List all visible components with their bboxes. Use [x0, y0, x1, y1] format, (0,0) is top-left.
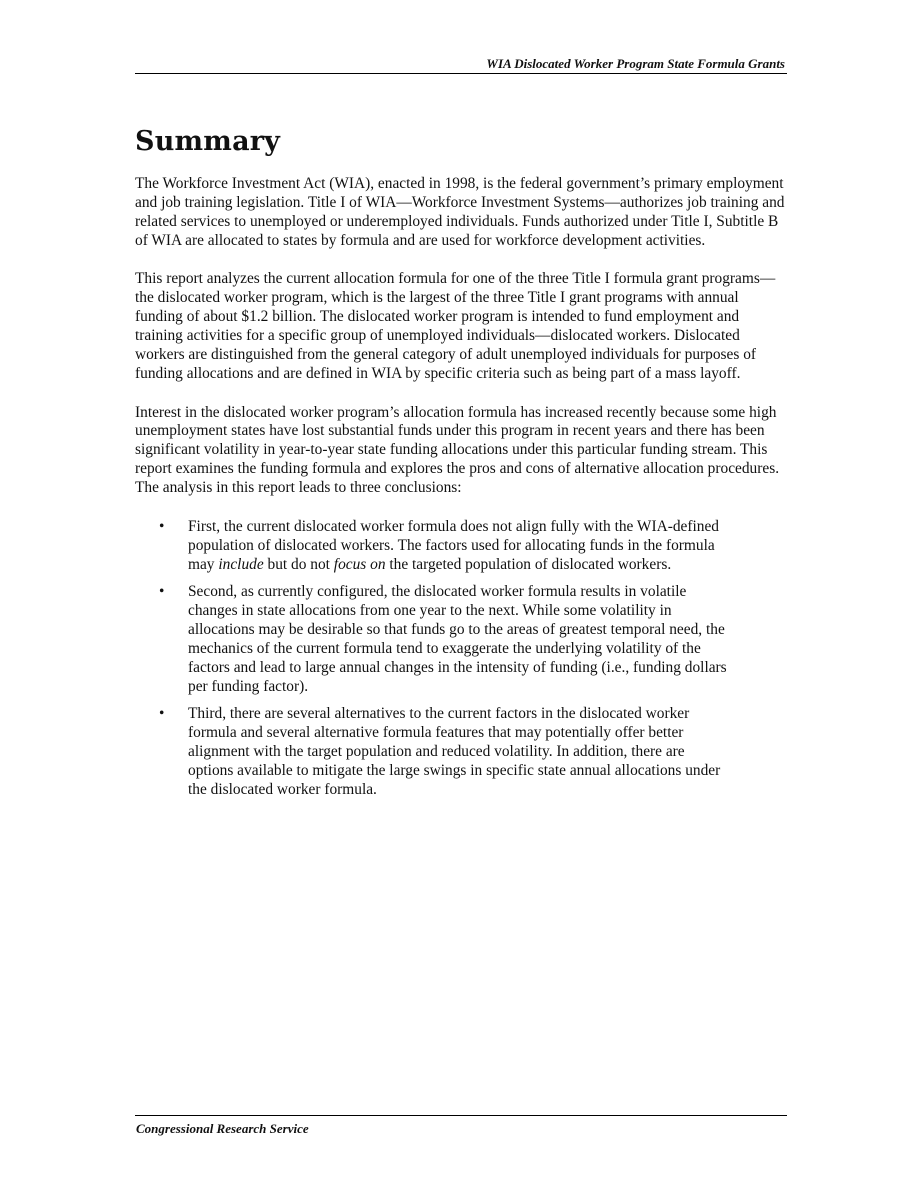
conclusions-list — [135, 518, 790, 800]
conclusion-text: First, the current dislocated worker formula does not align fully with the WIA-defined population of dislocated workers. The factors used for allocating funds in the formula may — [188, 517, 719, 573]
conclusion-text: Second, as currently configured, the dislocated worker formula results in volatile changes in state allocations from one year to the next. While some volatility in allocations may be desirable so that funds go to the areas of greatest temporal need, the mechanics of the current formula tend to exaggerate the underlying volatility of the factors and lead to large annual changes in the intensity of funding (i.e., funding dollars per funding factor). — [188, 583, 727, 695]
page-footer — [135, 1115, 787, 1136]
paragraph-report-scope: This report analyzes the current allocation formula for one of the three Title I formula grant programs—the dislocated worker program, which is the largest of the three Title I grant programs with annual funding of about $1.2 billion. The dislocated worker program is intended to fund employment and training activities for a specific group of unemployed individuals—dislocated workers. Dislocated workers are distinguished from the general category of adult unemployed individuals for purposes of funding allocations and are defined in WIA by specific criteria such as being part of a mass layoff. — [135, 270, 776, 383]
conclusion-first — [135, 518, 733, 575]
paragraph-intro: The Workforce Investment Act (WIA), enacted in 1998, is the federal government’s primary employment and job training legislation. Title I of WIA—Workforce Investment Systems—authorizes job training and related services to unemployed or underemployed individuals. Funds authorized under Title I, Subtitle B of WIA are allocated to states by formula and are used for workforce development activities. — [135, 175, 785, 249]
bullet-icon: • — [159, 517, 165, 535]
emphasis-include: include — [218, 555, 264, 573]
conclusion-text: the targeted population of dislocated workers. — [385, 555, 672, 573]
conclusion-text: Third, there are several alternatives to the current factors in the dislocated worker formula and several alternative formula features that may potentially offer better alignment with the target population and reduced volatility. In addition, there are options available to mitigate the large swings in specific state annual allocations under the dislocated worker formula. — [188, 705, 721, 799]
bullet-icon: • — [159, 583, 165, 601]
conclusion-second — [135, 583, 733, 697]
running-title: WIA Dislocated Worker Program State Formula Grants — [486, 56, 785, 71]
bullet-icon: • — [159, 705, 165, 723]
conclusion-text: but do not — [263, 555, 334, 573]
summary-body — [135, 175, 790, 809]
emphasis-focus-on: focus on — [333, 555, 386, 573]
page-header — [135, 56, 787, 74]
footer-source: Congressional Research Service — [136, 1121, 309, 1136]
page-title: Summary — [135, 126, 281, 157]
paragraph-interest: Interest in the dislocated worker program’s allocation formula has increased recently because some high unemployment states have lost substantial funds under this program in recent years and there has been significant volatility in year-to-year state funding allocations under this particular funding stream. This report examines the funding formula and explores the pros and cons of alternative allocation procedures. The analysis in this report leads to three conclusions: — [135, 403, 780, 497]
conclusion-third — [135, 705, 733, 800]
